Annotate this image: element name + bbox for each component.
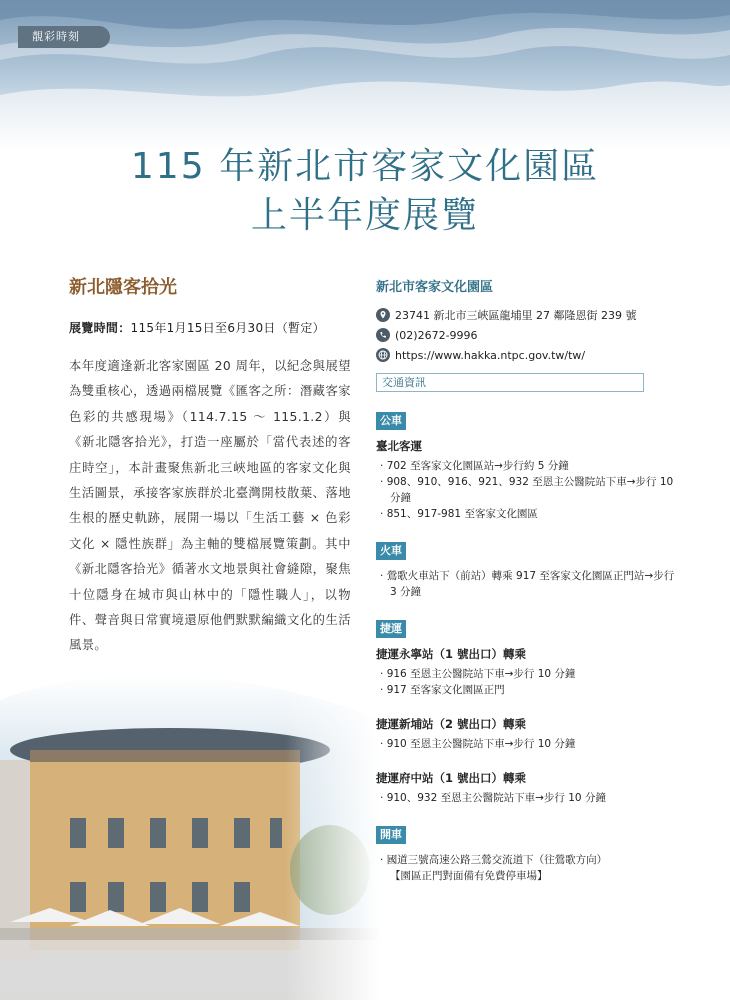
building-photo	[0, 640, 380, 1000]
globe-icon	[376, 348, 390, 362]
list-item: · 702 至客家文化園區站→步行約 5 分鐘	[380, 460, 569, 472]
bus-label: 公車	[376, 412, 406, 430]
period-value: 115年1月15日至6月30日（暫定）	[130, 321, 325, 335]
mrt-station-yongning: 捷運永寧站（1 號出口）轉乘	[376, 647, 527, 661]
list-item: · 910、932 至恩主公醫院站下車→步行 10 分鐘	[380, 792, 606, 804]
list-item: · 鶯歌火車站下（前站）轉乘 917 至客家文化園區正門站→步行 3 分鐘	[380, 570, 675, 598]
exhibit-title: 新北隱客拾光	[69, 277, 177, 298]
mrt-station-xinpu: 捷運新埔站（2 號出口）轉乘	[376, 717, 527, 731]
parking-note: 【園區正門對面備有免費停車場】	[390, 870, 548, 882]
exhibit-description: 本年度適逢新北客家園區 20 周年，以紀念與展望為雙重核心，透過兩檔展覽《匯客之所：潛藏客家色彩的共感現場》（114.7.15 ～ 115.1.2）與《新北隱客拾光》，打造一座屬於「當代表述的客庄時空」，本計畫聚焦新北三峽地區的客家文化與生活圖景，承接客家族群於北臺灣開枝散葉、落地生根的歷史軌跡，展開一場以「生活工藝 × 色彩文化 × 隱性族群」為主軸的雙檔展覽策劃。其中《新北隱客拾光》循著水文地景與社會縫隙，聚焦十位隱身在城市與山林中的「隱性職人」，以物件、聲音與日常實境還原他們默默編織文化的生活	[69, 359, 351, 628]
list-item: · 851、917-981 至客家文化園區	[380, 508, 538, 520]
list-item: · 916 至恩主公醫院站下車→步行 10 分鐘	[380, 668, 576, 680]
phone-icon	[376, 328, 390, 342]
car-label: 開車	[376, 826, 406, 844]
page-title-line-1: 115 年新北市客家文化園區	[130, 146, 600, 187]
train-label: 火車	[376, 542, 406, 560]
list-item: · 917 至客家文化園區正門	[380, 684, 505, 696]
list-item: · 國道三號高速公路三鶯交流道下（往鶯歌方向）	[380, 854, 608, 866]
page-title-line-2: 上半年度展覽	[250, 195, 479, 236]
period-label: 展覽時間：	[69, 321, 131, 335]
website-row	[376, 345, 676, 365]
hero-background-image	[0, 0, 730, 150]
bus-company: 臺北客運	[376, 439, 422, 453]
address-row	[376, 305, 676, 325]
website-link[interactable]: https://www.hakka.ntpc.gov.tw/tw/	[395, 348, 586, 362]
section-tag: 靚彩時刻	[18, 26, 110, 48]
list-item: · 908、910、916、921、932 至恩主公醫院站下車→步行 10 分鐘	[380, 476, 674, 504]
exhibit-section	[69, 273, 351, 659]
phone-text: (02)2672-9996	[395, 328, 478, 342]
transport-heading: 交通資訊	[376, 373, 644, 392]
exhibit-period	[69, 319, 351, 336]
location-pin-icon	[376, 308, 390, 322]
phone-row	[376, 325, 676, 345]
venue-name: 新北市客家文化園區	[376, 280, 494, 295]
list-item: · 910 至恩主公醫院站下車→步行 10 分鐘	[380, 738, 576, 750]
address-text: 23741 新北市三峽區龍埔里 27 鄰隆恩街 239 號	[395, 309, 637, 322]
mrt-station-fuzhong: 捷運府中站（1 號出口）轉乘	[376, 771, 527, 785]
mrt-label: 捷運	[376, 620, 406, 638]
visitor-info	[376, 276, 676, 884]
